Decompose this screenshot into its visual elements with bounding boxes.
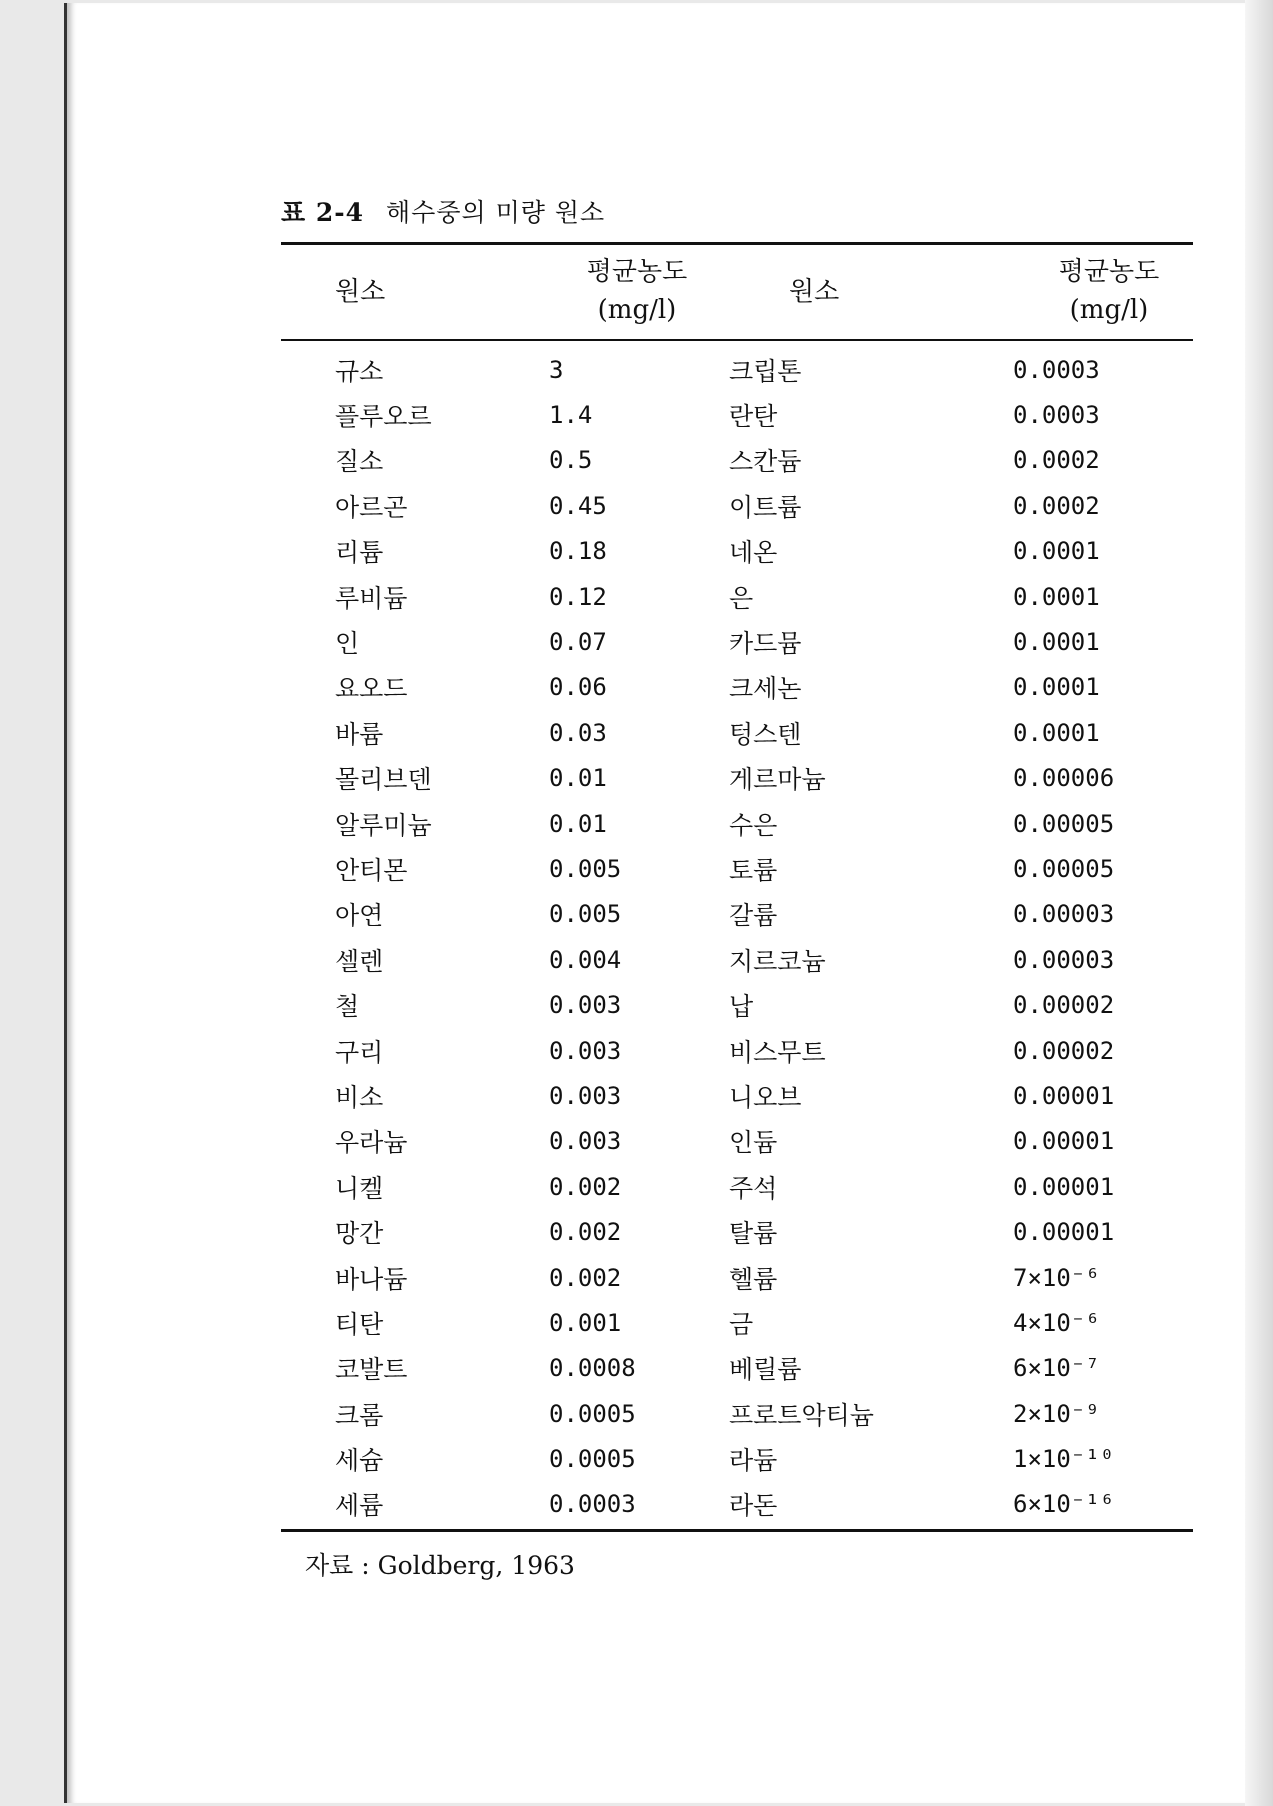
concentration-right: 0.0002 [1013,446,1100,475]
element-name-right: 헬륨 [729,1264,778,1294]
element-name-right: 게르마늄 [729,765,826,795]
concentration-right: 0.00006 [1013,764,1115,793]
concentration-right: 7×10⁻⁶ [1013,1263,1100,1292]
concentration-right: 0.0003 [1013,401,1100,430]
element-name-right: 이트륨 [729,492,802,522]
element-name-right: 주석 [729,1173,778,1203]
element-name-right: 카드뮴 [729,629,802,659]
table-row [281,438,1193,483]
element-name-left: 규소 [335,356,384,386]
table-row [281,483,1193,528]
concentration-right: 1×10⁻¹⁰ [1013,1445,1115,1474]
table-bottom-rule [281,1529,1193,1532]
element-name-right: 납 [729,992,754,1022]
element-name-left: 바륨 [335,719,384,749]
table-row [281,392,1193,437]
table-row [281,1209,1193,1254]
element-name-left: 질소 [335,447,384,477]
header-element-right: 원소 [789,277,840,307]
caption-number: 표 2-4 [281,198,365,227]
element-name-left: 철 [335,992,360,1022]
table-row [281,982,1193,1027]
concentration-right: 0.00005 [1013,854,1115,883]
concentration-right: 4×10⁻⁶ [1013,1308,1100,1337]
table-row [281,574,1193,619]
element-name-left: 요오드 [335,674,408,704]
element-name-right: 금 [729,1309,754,1339]
concentration-left: 0.002 [549,1172,622,1201]
element-name-right: 프로트악티늄 [729,1400,874,1430]
table-row [281,1255,1193,1300]
element-name-right: 지르코늄 [729,946,826,976]
concentration-left: 0.06 [549,673,607,702]
element-name-left: 세슘 [335,1446,384,1476]
table-row [281,1119,1193,1164]
element-name-left: 리튬 [335,538,384,568]
concentration-right: 0.00002 [1013,1036,1115,1065]
concentration-right: 0.0001 [1013,718,1100,747]
element-name-right: 크세논 [729,674,802,704]
concentration-right: 6×10⁻¹⁶ [1013,1490,1115,1519]
table-row [281,1164,1193,1209]
element-name-left: 아연 [335,901,384,931]
concentration-right: 0.0001 [1013,582,1100,611]
element-name-right: 텅스텐 [729,719,802,749]
element-name-left: 구리 [335,1037,384,1067]
table-top-rule [281,242,1193,245]
concentration-left: 0.002 [549,1263,622,1292]
element-name-left: 비소 [335,1082,384,1112]
concentration-left: 0.003 [549,1127,622,1156]
table-row [281,619,1193,664]
element-name-left: 망간 [335,1219,384,1249]
element-name-left: 몰리브덴 [335,765,432,795]
element-name-right: 인듐 [729,1128,778,1158]
element-name-left: 티탄 [335,1309,384,1339]
element-name-right: 크립톤 [729,356,802,386]
element-name-right: 은 [729,583,754,613]
concentration-right: 0.00001 [1013,1172,1115,1201]
concentration-right: 0.00001 [1013,1081,1115,1110]
concentration-left: 0.0005 [549,1399,636,1428]
concentration-left: 0.001 [549,1308,622,1337]
table-row [281,846,1193,891]
concentration-right: 0.0002 [1013,491,1100,520]
concentration-left: 0.002 [549,1218,622,1247]
element-name-left: 아르곤 [335,492,408,522]
table-row [281,1300,1193,1345]
concentration-right: 2×10⁻⁹ [1013,1399,1100,1428]
concentration-left: 0.07 [549,628,607,657]
header-conc-left-line1: 평균농도 [586,257,688,287]
concentration-left: 0.18 [549,537,607,566]
table-row [281,801,1193,846]
element-name-left: 세륨 [335,1491,384,1521]
table-row [281,756,1193,801]
table-row [281,1028,1193,1073]
concentration-right: 0.0003 [1013,355,1100,384]
element-name-right: 수은 [729,810,778,840]
table-row [281,710,1193,755]
element-name-right: 라듐 [729,1446,778,1476]
table-caption [281,193,605,229]
element-name-left: 안티몬 [335,855,408,885]
concentration-left: 0.004 [549,945,622,974]
table-row [281,1391,1193,1436]
header-concentration-right [1009,253,1209,329]
element-name-left: 니켈 [335,1173,384,1203]
source-note: 자료 : Goldberg, 1963 [305,1551,575,1580]
concentration-left: 0.01 [549,764,607,793]
page-edge-shadow [1245,0,1273,1806]
concentration-right: 0.00005 [1013,809,1115,838]
concentration-left: 0.003 [549,1036,622,1065]
element-name-right: 비스무트 [729,1037,826,1067]
concentration-right: 0.0001 [1013,673,1100,702]
element-name-right: 네온 [729,538,778,568]
concentration-left: 0.005 [549,900,622,929]
header-conc-left-line2: (mg/l) [597,295,677,325]
element-name-left: 코발트 [335,1355,408,1385]
element-name-right: 갈륨 [729,901,778,931]
concentration-left: 0.003 [549,991,622,1020]
concentration-right: 0.00001 [1013,1218,1115,1247]
concentration-left: 0.005 [549,854,622,883]
concentration-right: 0.0001 [1013,628,1100,657]
concentration-right: 0.00003 [1013,945,1115,974]
table-row [281,1346,1193,1391]
element-name-right: 탈륨 [729,1219,778,1249]
concentration-left: 1.4 [549,401,593,430]
header-conc-right-line1: 평균농도 [1058,257,1160,287]
table-row [281,892,1193,937]
table-row [281,937,1193,982]
concentration-right: 0.00001 [1013,1127,1115,1156]
trace-elements-table [281,347,1193,1527]
element-name-right: 니오브 [729,1082,802,1112]
concentration-left: 0.003 [549,1081,622,1110]
concentration-left: 0.5 [549,446,593,475]
table-row [281,1482,1193,1527]
concentration-right: 0.0001 [1013,537,1100,566]
element-name-right: 라돈 [729,1491,778,1521]
table-row [281,1073,1193,1118]
concentration-right: 6×10⁻⁷ [1013,1354,1100,1383]
concentration-left: 0.0005 [549,1445,636,1474]
header-element-left: 원소 [335,277,386,307]
element-name-left: 크롬 [335,1400,384,1430]
element-name-right: 베릴륨 [729,1355,802,1385]
concentration-right: 0.00003 [1013,900,1115,929]
header-conc-right-line2: (mg/l) [1069,295,1149,325]
concentration-left: 0.0008 [549,1354,636,1383]
concentration-left: 0.03 [549,718,607,747]
element-name-left: 플루오르 [335,402,432,432]
element-name-left: 셀렌 [335,946,384,976]
header-concentration-left [537,253,737,329]
element-name-left: 우라늄 [335,1128,408,1158]
concentration-left: 0.45 [549,491,607,520]
concentration-right: 0.00002 [1013,991,1115,1020]
concentration-left: 3 [549,355,564,384]
concentration-left: 0.01 [549,809,607,838]
element-name-right: 토륨 [729,855,778,885]
caption-title: 해수중의 미량 원소 [386,198,606,227]
element-name-left: 인 [335,629,360,659]
document-page [64,3,1251,1803]
element-name-right: 란탄 [729,402,778,432]
element-name-left: 바나듐 [335,1264,408,1294]
element-name-left: 알루미늄 [335,810,432,840]
table-row [281,665,1193,710]
table-header-rule [281,339,1193,341]
concentration-left: 0.0003 [549,1490,636,1519]
concentration-left: 0.12 [549,582,607,611]
table-row [281,1436,1193,1481]
element-name-left: 루비듐 [335,583,408,613]
table-row [281,529,1193,574]
table-row [281,347,1193,392]
element-name-right: 스칸듐 [729,447,802,477]
